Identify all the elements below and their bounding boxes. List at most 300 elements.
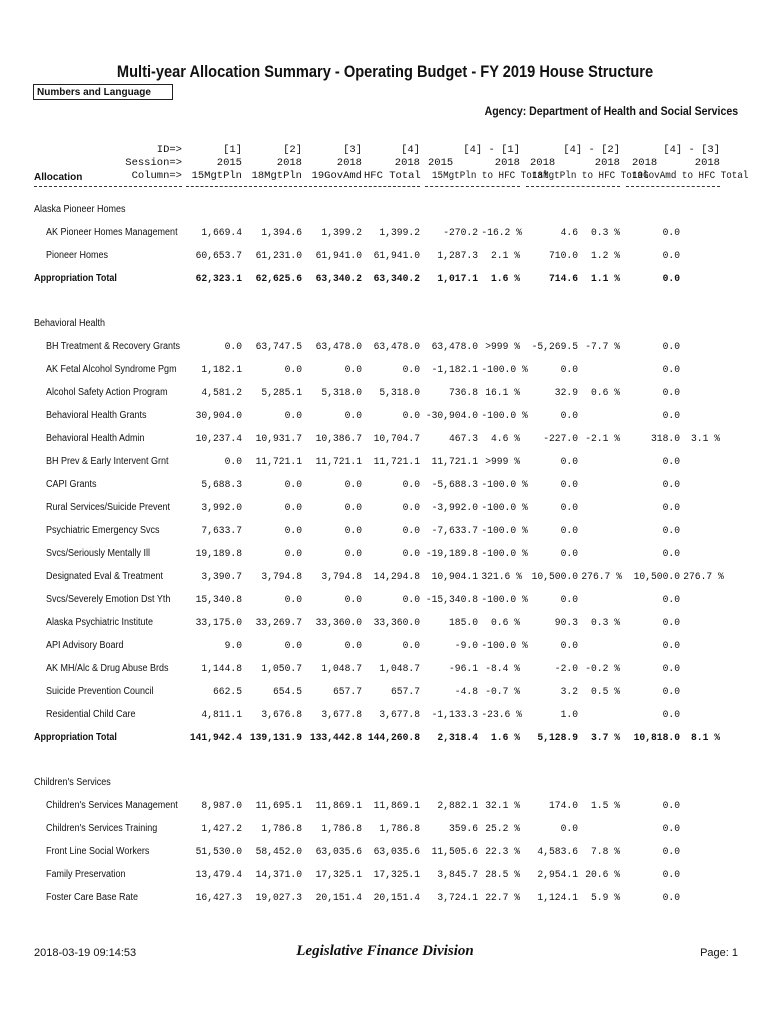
cell-col-3: 0.0 [344, 410, 362, 422]
cell-col-3: 0.0 [344, 364, 362, 376]
cell-col-4: 0.0 [402, 594, 420, 606]
cell-col-9: 0.0 [662, 410, 680, 422]
cell-col-5: -4.8 [454, 686, 478, 698]
cell-col-5: -270.2 [443, 227, 478, 239]
cell-col-1: 4,811.1 [201, 709, 242, 721]
cell-col-2: 0.0 [284, 364, 302, 376]
cell-col-7: -227.0 [543, 433, 578, 445]
cell-col-7: 0.0 [560, 479, 578, 491]
cell-col-5: 359.6 [449, 823, 478, 835]
cell-col-5: 467.3 [449, 433, 478, 445]
header-diff-3-session-a: 2018 [632, 157, 658, 169]
cell-col-6: -100.0 % [481, 364, 528, 376]
cell-col-10: 8.1 % [691, 732, 720, 744]
cell-col-3: 1,048.7 [321, 663, 362, 675]
header-col-1-id: [1] [223, 144, 242, 156]
cell-col-4: 144,260.8 [367, 732, 420, 744]
cell-col-7: -2.0 [554, 663, 578, 675]
cell-col-6: 16.1 % [485, 387, 520, 399]
cell-col-7: 0.0 [560, 502, 578, 514]
cell-col-4: 0.0 [402, 502, 420, 514]
table-row [0, 409, 770, 425]
cell-col-2: 19,027.3 [255, 892, 302, 904]
cell-col-5: -30,904.0 [425, 410, 478, 422]
cell-col-6: 1.6 % [491, 273, 520, 285]
table-row [0, 432, 770, 448]
row-label: Foster Care Base Rate [46, 892, 139, 903]
table-row [0, 547, 770, 563]
row-label: Appropriation Total [34, 273, 117, 284]
cell-col-1: 13,479.4 [195, 869, 242, 881]
cell-col-1: 62,323.1 [195, 273, 242, 285]
footer-page-number: Page: 1 [700, 947, 738, 959]
cell-col-6: 28.5 % [485, 869, 520, 881]
cell-col-6: -100.0 % [481, 502, 528, 514]
cell-col-9: 0.0 [662, 250, 680, 262]
header-diff-1-session-a: 2015 [428, 157, 454, 169]
cell-col-5: 3,724.1 [437, 892, 478, 904]
cell-col-9: 0.0 [662, 456, 680, 468]
cell-col-1: 5,688.3 [201, 479, 242, 491]
cell-col-9: 0.0 [662, 548, 680, 560]
cell-col-2: 11,721.1 [255, 456, 302, 468]
cell-col-9: 0.0 [662, 709, 680, 721]
row-label: Front Line Social Workers [46, 846, 150, 857]
table-row [0, 340, 770, 356]
cell-col-6: 25.2 % [485, 823, 520, 835]
numbers-language-box: Numbers and Language [33, 84, 173, 100]
section-header-row [0, 203, 770, 219]
header-column-label: Column=> [131, 170, 182, 182]
cell-col-4: 1,786.8 [379, 823, 420, 835]
appropriation-total-row [0, 272, 770, 288]
row-label: Alaska Psychiatric Institute [46, 617, 154, 628]
cell-col-1: 0.0 [224, 456, 242, 468]
cell-col-9: 0.0 [662, 869, 680, 881]
cell-col-6: -23.6 % [481, 709, 522, 721]
cell-col-9: 10,818.0 [633, 732, 680, 744]
table-row [0, 822, 770, 838]
row-label: Appropriation Total [34, 732, 117, 743]
cell-col-6: -100.0 % [481, 525, 528, 537]
cell-col-4: 657.7 [391, 686, 420, 698]
row-label: API Advisory Board [46, 640, 124, 651]
cell-col-4: 11,869.1 [373, 800, 420, 812]
cell-col-9: 318.0 [651, 433, 680, 445]
cell-col-2: 0.0 [284, 640, 302, 652]
cell-col-8: 0.5 % [591, 686, 620, 698]
cell-col-3: 10,386.7 [315, 433, 362, 445]
table-row [0, 593, 770, 609]
agency-label: Agency: Department of Health and Social Services [484, 104, 738, 118]
row-label: Behavioral Health Grants [46, 410, 147, 421]
cell-col-7: 4.6 [560, 227, 578, 239]
cell-col-8: -7.7 % [585, 341, 620, 353]
cell-col-8: 5.9 % [591, 892, 620, 904]
cell-col-6: 2.1 % [491, 250, 520, 262]
cell-col-5: -3,992.0 [431, 502, 478, 514]
cell-col-7: 0.0 [560, 525, 578, 537]
cell-col-9: 0.0 [662, 387, 680, 399]
cell-col-6: -100.0 % [481, 640, 528, 652]
header-col-3 [304, 144, 362, 183]
header-col-3-id: [3] [343, 144, 362, 156]
cell-col-7: 4,583.6 [537, 846, 578, 858]
cell-col-2: 0.0 [284, 525, 302, 537]
cell-col-7: 90.3 [554, 617, 578, 629]
appropriation-total-row [0, 731, 770, 747]
allocation-header: Allocation [34, 172, 83, 183]
row-label: Suicide Prevention Council [46, 686, 154, 697]
cell-col-4: 20,151.4 [373, 892, 420, 904]
cell-col-9: 0.0 [662, 800, 680, 812]
header-underline-diff-2 [526, 186, 620, 187]
footer-date: 2018-03-19 09:14:53 [34, 947, 137, 959]
cell-col-9: 0.0 [662, 525, 680, 537]
cell-col-8: 1.5 % [591, 800, 620, 812]
cell-col-9: 0.0 [662, 273, 680, 285]
cell-col-10: 3.1 % [691, 433, 720, 445]
cell-col-4: 0.0 [402, 364, 420, 376]
row-label: Psychiatric Emergency Svcs [46, 525, 160, 536]
cell-col-7: 0.0 [560, 823, 578, 835]
cell-col-5: 3,845.7 [437, 869, 478, 881]
cell-col-9: 0.0 [662, 227, 680, 239]
cell-col-6: >999 % [485, 456, 520, 468]
row-label: Children's Services Management [46, 800, 178, 811]
cell-col-1: 4,581.2 [201, 387, 242, 399]
cell-col-8: -0.2 % [585, 663, 620, 675]
cell-col-8: 20.6 % [585, 869, 620, 881]
cell-col-7: 10,500.0 [531, 571, 578, 583]
cell-col-7: 714.6 [549, 273, 578, 285]
header-col-4-id: [4] [401, 144, 420, 156]
cell-col-1: 1,669.4 [201, 227, 242, 239]
cell-col-1: 662.5 [213, 686, 242, 698]
cell-col-4: 10,704.7 [373, 433, 420, 445]
cell-col-2: 10,931.7 [255, 433, 302, 445]
cell-col-8: 0.6 % [591, 387, 620, 399]
row-label: BH Prev & Early Intervent Grnt [46, 456, 169, 467]
row-label: Residential Child Care [46, 709, 136, 720]
cell-col-4: 0.0 [402, 548, 420, 560]
cell-col-5: 1,287.3 [437, 250, 478, 262]
row-label: Designated Eval & Treatment [46, 571, 164, 582]
row-label: Pioneer Homes [46, 250, 109, 261]
cell-col-4: 0.0 [402, 525, 420, 537]
cell-col-8: 276.7 % [581, 571, 622, 583]
header-underline-diff-3 [626, 186, 720, 187]
cell-col-1: 60,653.7 [195, 250, 242, 262]
section-header-row [0, 317, 770, 333]
cell-col-2: 58,452.0 [255, 846, 302, 858]
cell-col-2: 0.0 [284, 410, 302, 422]
cell-col-8: 7.8 % [591, 846, 620, 858]
header-col-2-id: [2] [283, 144, 302, 156]
table-row [0, 868, 770, 884]
table-row [0, 799, 770, 815]
cell-col-9: 0.0 [662, 663, 680, 675]
row-label: CAPI Grants [46, 479, 97, 490]
cell-col-3: 0.0 [344, 479, 362, 491]
cell-col-4: 3,677.8 [379, 709, 420, 721]
table-row [0, 708, 770, 724]
header-diff-1-session-b: 2018 [494, 157, 520, 169]
cell-col-4: 0.0 [402, 479, 420, 491]
cell-col-5: -15,340.8 [425, 594, 478, 606]
cell-col-2: 33,269.7 [255, 617, 302, 629]
table-row [0, 386, 770, 402]
cell-col-7: 5,128.9 [537, 732, 578, 744]
cell-col-1: 33,175.0 [195, 617, 242, 629]
cell-col-9: 0.0 [662, 594, 680, 606]
table-row [0, 226, 770, 242]
cell-col-4: 61,941.0 [373, 250, 420, 262]
cell-col-3: 11,869.1 [315, 800, 362, 812]
row-label: Alcohol Safety Action Program [46, 387, 168, 398]
cell-col-3: 0.0 [344, 640, 362, 652]
cell-col-5: -9.0 [454, 640, 478, 652]
table-row [0, 363, 770, 379]
table-row [0, 639, 770, 655]
header-id-label: ID=> [156, 144, 182, 156]
cell-col-5: 2,318.4 [437, 732, 478, 744]
cell-col-4: 33,360.0 [373, 617, 420, 629]
header-row-labels [110, 144, 182, 183]
cell-col-6: -16.2 % [481, 227, 522, 239]
table-row [0, 616, 770, 632]
header-diff-2-column: 18MgtPln to HFC Total [532, 170, 649, 182]
cell-col-2: 3,794.8 [261, 571, 302, 583]
row-label: AK Pioneer Homes Management [46, 227, 178, 238]
cell-col-7: 0.0 [560, 640, 578, 652]
cell-col-9: 0.0 [662, 479, 680, 491]
row-label: Rural Services/Suicide Prevent [46, 502, 171, 513]
cell-col-5: 1,017.1 [437, 273, 478, 285]
row-label: Children's Services Training [46, 823, 158, 834]
cell-col-3: 63,478.0 [315, 341, 362, 353]
cell-col-6: >999 % [485, 341, 520, 353]
header-diff-1-id: [4] - [1] [463, 144, 520, 156]
cell-col-9: 0.0 [662, 892, 680, 904]
cell-col-10: 276.7 % [683, 571, 724, 583]
cell-col-5: 10,904.1 [431, 571, 478, 583]
cell-col-6: -0.7 % [485, 686, 520, 698]
cell-col-6: -8.4 % [485, 663, 520, 675]
cell-col-6: -100.0 % [481, 479, 528, 491]
table-row [0, 249, 770, 265]
cell-col-4: 14,294.8 [373, 571, 420, 583]
cell-col-3: 17,325.1 [315, 869, 362, 881]
cell-col-2: 1,050.7 [261, 663, 302, 675]
cell-col-1: 141,942.4 [189, 732, 242, 744]
header-diff-3-column: 19GovAmd to HFC Total [632, 170, 749, 182]
cell-col-5: -19,189.8 [425, 548, 478, 560]
cell-col-1: 15,340.8 [195, 594, 242, 606]
cell-col-1: 3,992.0 [201, 502, 242, 514]
cell-col-5: -1,182.1 [431, 364, 478, 376]
cell-col-6: -100.0 % [481, 410, 528, 422]
cell-col-3: 33,360.0 [315, 617, 362, 629]
cell-col-9: 0.0 [662, 823, 680, 835]
header-underline-col-2 [244, 186, 302, 187]
cell-col-9: 0.0 [662, 846, 680, 858]
cell-col-5: -96.1 [449, 663, 478, 675]
section-label: Behavioral Health [34, 318, 106, 329]
cell-col-4: 63,478.0 [373, 341, 420, 353]
footer-division: Legislative Finance Division [296, 943, 474, 959]
cell-col-7: 0.0 [560, 456, 578, 468]
cell-col-4: 63,340.2 [373, 273, 420, 285]
section-label: Children's Services [34, 777, 111, 788]
cell-col-2: 1,394.6 [261, 227, 302, 239]
cell-col-5: -7,633.7 [431, 525, 478, 537]
cell-col-3: 1,786.8 [321, 823, 362, 835]
cell-col-1: 1,144.8 [201, 663, 242, 675]
cell-col-1: 10,237.4 [195, 433, 242, 445]
cell-col-3: 20,151.4 [315, 892, 362, 904]
cell-col-2: 654.5 [273, 686, 302, 698]
cell-col-2: 1,786.8 [261, 823, 302, 835]
cell-col-2: 62,625.6 [255, 273, 302, 285]
row-label: AK MH/Alc & Drug Abuse Brds [46, 663, 169, 674]
cell-col-2: 0.0 [284, 594, 302, 606]
table-row [0, 845, 770, 861]
cell-col-1: 3,390.7 [201, 571, 242, 583]
row-label: Family Preservation [46, 869, 126, 880]
cell-col-3: 133,442.8 [309, 732, 362, 744]
cell-col-3: 5,318.0 [321, 387, 362, 399]
cell-col-6: 1.6 % [491, 732, 520, 744]
cell-col-5: 736.8 [449, 387, 478, 399]
cell-col-2: 3,676.8 [261, 709, 302, 721]
cell-col-8: -2.1 % [585, 433, 620, 445]
cell-col-7: 710.0 [549, 250, 578, 262]
header-col-4-session: 2018 [394, 157, 420, 169]
cell-col-3: 657.7 [333, 686, 362, 698]
cell-col-9: 0.0 [662, 640, 680, 652]
cell-col-2: 0.0 [284, 502, 302, 514]
cell-col-1: 1,182.1 [201, 364, 242, 376]
cell-col-6: 22.3 % [485, 846, 520, 858]
cell-col-3: 63,035.6 [315, 846, 362, 858]
cell-col-3: 0.0 [344, 594, 362, 606]
header-underline-col-3 [304, 186, 362, 187]
cell-col-1: 9.0 [224, 640, 242, 652]
cell-col-4: 17,325.1 [373, 869, 420, 881]
cell-col-4: 1,048.7 [379, 663, 420, 675]
cell-col-2: 139,131.9 [249, 732, 302, 744]
section-header-row [0, 776, 770, 792]
cell-col-3: 63,340.2 [315, 273, 362, 285]
cell-col-3: 1,399.2 [321, 227, 362, 239]
cell-col-7: 1,124.1 [537, 892, 578, 904]
cell-col-4: 5,318.0 [379, 387, 420, 399]
header-diff-1-column: 15MgtPln to HFC Total [432, 170, 549, 182]
cell-col-8: 1.2 % [591, 250, 620, 262]
cell-col-7: 0.0 [560, 364, 578, 376]
cell-col-7: -5,269.5 [531, 341, 578, 353]
cell-col-5: -5,688.3 [431, 479, 478, 491]
header-diff-3-id: [4] - [3] [663, 144, 720, 156]
cell-col-6: 0.6 % [491, 617, 520, 629]
header-col-1-column: 15MgtPln [191, 170, 242, 182]
header-underline-col-1 [186, 186, 242, 187]
cell-col-8: 1.1 % [591, 273, 620, 285]
header-col-3-column: 19GovAmd [311, 170, 362, 182]
cell-col-2: 11,695.1 [255, 800, 302, 812]
cell-col-4: 0.0 [402, 410, 420, 422]
header-col-4 [364, 144, 420, 183]
cell-col-7: 3.2 [560, 686, 578, 698]
section-label: Alaska Pioneer Homes [34, 204, 126, 215]
header-col-2 [244, 144, 302, 183]
cell-col-8: 3.7 % [591, 732, 620, 744]
header-col-4-column: HFC Total [364, 170, 421, 182]
cell-col-1: 1,427.2 [201, 823, 242, 835]
row-label: Svcs/Severely Emotion Dst Yth [46, 594, 171, 605]
cell-col-7: 0.0 [560, 548, 578, 560]
header-col-2-session: 2018 [276, 157, 302, 169]
cell-col-1: 19,189.8 [195, 548, 242, 560]
cell-col-2: 0.0 [284, 479, 302, 491]
header-session-label: Session=> [125, 157, 182, 169]
cell-col-9: 0.0 [662, 341, 680, 353]
header-diff-2-session-b: 2018 [594, 157, 620, 169]
cell-col-7: 0.0 [560, 594, 578, 606]
cell-col-5: 2,882.1 [437, 800, 478, 812]
cell-col-1: 0.0 [224, 341, 242, 353]
cell-col-1: 8,987.0 [201, 800, 242, 812]
cell-col-7: 2,954.1 [537, 869, 578, 881]
cell-col-2: 5,285.1 [261, 387, 302, 399]
cell-col-9: 10,500.0 [633, 571, 680, 583]
cell-col-8: 0.3 % [591, 617, 620, 629]
cell-col-9: 0.0 [662, 502, 680, 514]
row-label: BH Treatment & Recovery Grants [46, 341, 181, 352]
header-underline-allocation [34, 186, 182, 187]
cell-col-7: 32.9 [554, 387, 578, 399]
cell-col-7: 0.0 [560, 410, 578, 422]
cell-col-2: 0.0 [284, 548, 302, 560]
cell-col-6: 32.1 % [485, 800, 520, 812]
cell-col-3: 0.0 [344, 548, 362, 560]
cell-col-4: 1,399.2 [379, 227, 420, 239]
cell-col-3: 11,721.1 [315, 456, 362, 468]
cell-col-1: 7,633.7 [201, 525, 242, 537]
cell-col-3: 0.0 [344, 525, 362, 537]
cell-col-1: 30,904.0 [195, 410, 242, 422]
cell-col-9: 0.0 [662, 686, 680, 698]
cell-col-5: 63,478.0 [431, 341, 478, 353]
header-col-1-session: 2015 [216, 157, 242, 169]
cell-col-9: 0.0 [662, 364, 680, 376]
table-row [0, 524, 770, 540]
row-label: Svcs/Seriously Mentally Ill [46, 548, 151, 559]
header-col-3-session: 2018 [336, 157, 362, 169]
cell-col-4: 0.0 [402, 640, 420, 652]
cell-col-1: 16,427.3 [195, 892, 242, 904]
cell-col-4: 11,721.1 [373, 456, 420, 468]
header-diff-2-session-a: 2018 [530, 157, 556, 169]
table-row [0, 570, 770, 586]
cell-col-1: 51,530.0 [195, 846, 242, 858]
header-diff-2-id: [4] - [2] [563, 144, 620, 156]
cell-col-4: 63,035.6 [373, 846, 420, 858]
cell-col-5: 11,721.1 [431, 456, 478, 468]
header-col-2-column: 18MgtPln [251, 170, 302, 182]
cell-col-2: 14,371.0 [255, 869, 302, 881]
